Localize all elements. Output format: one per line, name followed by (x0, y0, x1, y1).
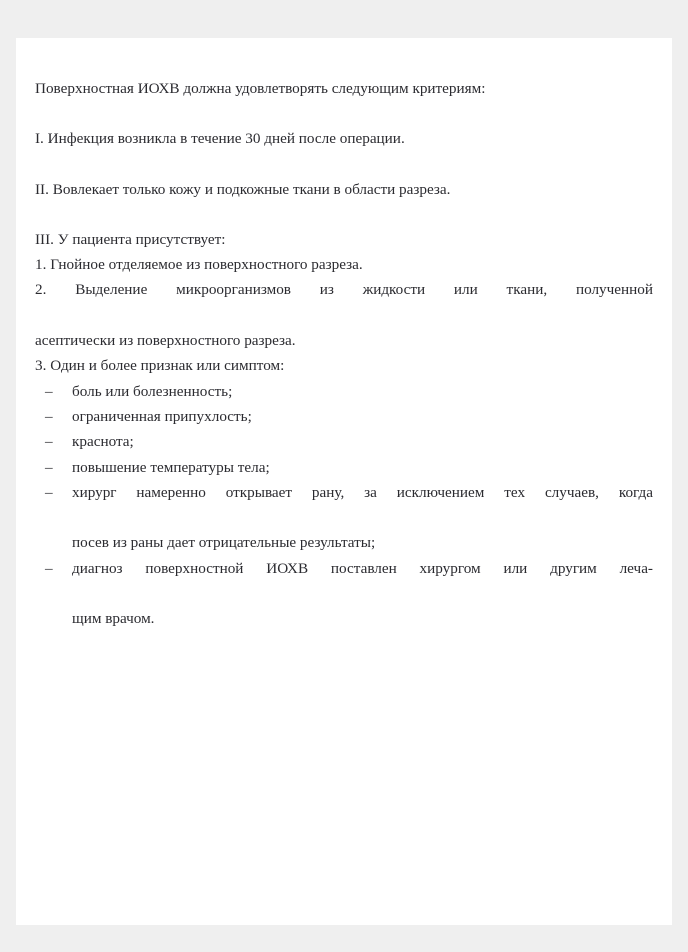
list-item (35, 455, 653, 480)
list-item-label-cont: посев из раны дает отрицательные результаты; (72, 534, 376, 552)
list-item-label: боль или болезненность; (72, 382, 233, 400)
list-item-label-cont: щим врачом. (72, 610, 155, 628)
criterion-ii-text: II. Вовлекает только кожу и подкожные ткани в области разреза. (35, 180, 451, 198)
list-item-label: повышение температуры тела; (72, 458, 270, 476)
dash-bullet-icon: – (45, 407, 53, 425)
document-page (16, 38, 672, 925)
list-item-label: ограниченная припухлость; (72, 407, 252, 425)
list-item (35, 404, 653, 429)
document-text-body (35, 76, 653, 632)
dash-bullet-icon: – (45, 483, 53, 501)
list-item-label: диагноз поверхностной ИОХВ поставлен хирургом или другим леча- (72, 559, 653, 577)
numbered-item-3: 3. Один и более признак или симптом: (35, 357, 285, 375)
criterion-iii-text: III. У пациента присутствует: (35, 230, 226, 248)
intro-text: Поверхностная ИОХВ должна удовлетворять следующим критериям: (35, 80, 486, 97)
dash-bullet-icon: – (45, 382, 53, 400)
list-item-label: краснота; (72, 433, 134, 451)
numbered-item-2-line-1: 2. Выделение микроорганизмов из жидкости или ткани, полученной (35, 281, 653, 299)
list-item-body (72, 556, 653, 632)
list-item-body (72, 480, 653, 556)
list-item (35, 556, 653, 632)
dash-bullet-icon: – (45, 458, 53, 476)
dash-bullet-icon: – (45, 559, 53, 577)
criterion-iii (35, 227, 653, 379)
numbered-item-2-line-2: асептически из поверхностного разреза. (35, 332, 296, 350)
symptom-bullet-list (35, 379, 653, 632)
list-item (35, 379, 653, 404)
list-item (35, 480, 653, 556)
dash-bullet-icon: – (45, 433, 53, 451)
list-item (35, 429, 653, 454)
criterion-ii (35, 177, 653, 202)
intro-paragraph (35, 76, 653, 101)
criterion-i-text: I. Инфекция возникла в течение 30 дней после операции. (35, 130, 405, 148)
numbered-item-1: 1. Гнойное отделяемое из поверхностного разреза. (35, 256, 363, 274)
list-item-label: хирург намеренно открывает рану, за исключением тех случаев, когда (72, 483, 653, 501)
criterion-i (35, 126, 653, 151)
